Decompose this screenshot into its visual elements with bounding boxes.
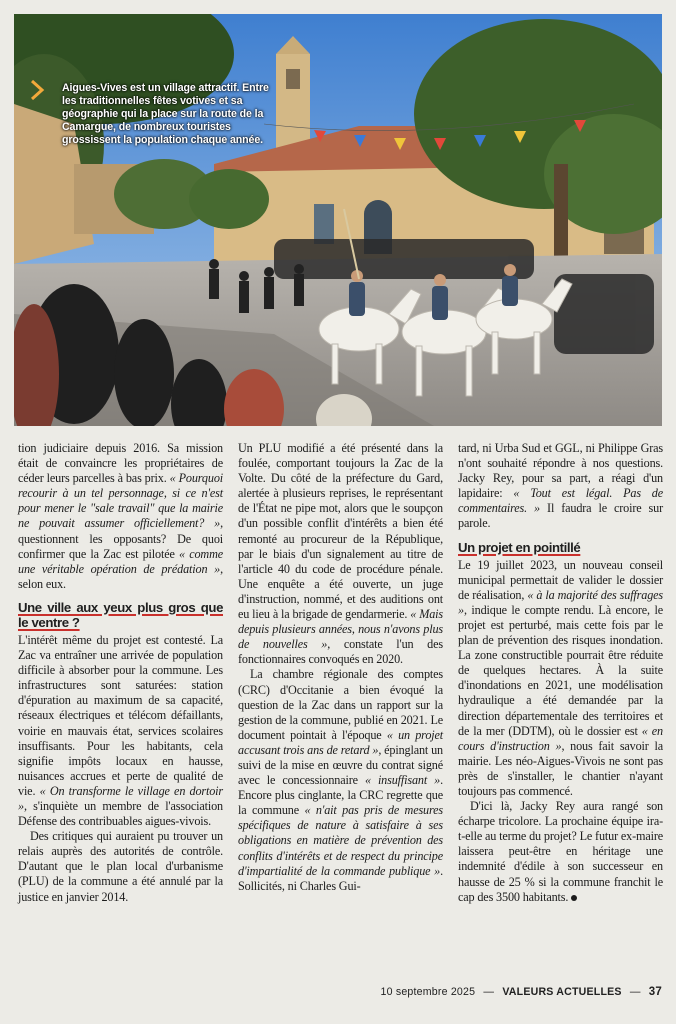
end-of-article-icon [571,895,577,901]
issue-date: 10 septembre 2025 [380,986,476,998]
paragraph: Un PLU modifié a été présenté dans la foulée, comportant toujours la Zac de la Volte. Du côté de la préfecture du Gard, alertée à plusieurs reprises, le représentant de l'État ne pipe mot, alors que le soupçon d'un possible conflit d'intérêts a bien été remonté au procureur de la République, par le biais d'un signalement au titre de l'article 40 du code de procédure pénale. Une enquête a été ouverte, un juge d'instruction, nommé, et des auditions ont eu lieu à la brigade de gendarmerie. « Mais depuis plusieurs années, nous n'avons plus de nouvelles », constate l'un des fonctionnaires convoqués en 2020. [238,441,443,667]
article-photo [14,14,662,426]
caption-arrow-icon [28,78,52,102]
paragraph: tard, ni Urba Sud et GGL, ni Philippe Gras n'ont souhaité répondre à nos questions. Jacky Rey, pour sa part, a réagi d'un lapidaire: « Tout est légal. Pas de commentaires. » Il faudra le croire sur parole. [458,441,664,531]
section-heading: Une ville aux yeux plus gros que le ventre ? [18,599,223,630]
paragraph: Le 19 juillet 2023, un nouveau conseil municipal permettait de valider le dossier de réalisation, « à la majorité des suffrages », indique le compte rendu. Là encore, le projet est perturbé, mais cette fois par le plan de prévention des risques inondation. La zone constructible pourrait être réduite de quelques hectares. À la suite d'inondations en 2021, une modélisation hydraulique a été demandée par la direction départementale des territoires et de la mer (DDTM), où le dossier est « en cours d'instruction », nous fait savoir la mairie. Les néo-Aigues-Vivois ne sont pas près de s'installer, le chantier n'ayant toujours pas commencé. [458,557,663,798]
section-heading: Un projet en pointillé [458,539,581,555]
paragraph: tion judiciaire depuis 2016. Sa mission était de convaincre les propriétaires de céder leurs parcelles à bas prix. « Pourquoi recourir à un tel personnage, si ce n'est pour mener le "sale travail" que la mairie ne pouvait assumer officiellement? », questionnent les opposants? De quoi confirmer que la Zac est pilotée « comme une véritable opération de prédation », selon eux. [18,441,223,591]
paragraph: D'ici là, Jacky Rey aura rangé son écharpe tricolore. La prochaine équipe ira-t-elle au terme du projet? Le futur ex-maire laissera peut-être en héritage une indemnité d'édile à son successeur en hausse de 25 % si la commune franchit le cap des 3500 habitants. [458,799,663,904]
abrivado-photo [14,14,662,426]
article-column-1 [18,441,223,905]
article-column-2 [238,441,443,894]
page-footer [381,986,662,998]
footer-separator: — [629,986,641,998]
article-column-3 [458,441,663,905]
magazine-name: VALEURS ACTUELLES [502,986,622,998]
paragraph: La chambre régionale des comptes (CRC) d'Occitanie a bien évoqué la question de la Zac dans un rapport sur la gestion de la commune, publié en 2021. Le document pointait à l'époque « un projet accusant trois ans de retard », épinglant un suivi de la mise en œuvre du contrat signé avec le concessionnaire « insuffisant ». Encore plus cinglante, la CRC regrette que la commune « n'ait pas pris de mesures spécifiques de nature à satisfaire à ses obligations en matière de prévention des conflits d'intérêts et de respect du principe d'impartialité de la commande publique ». Sollicités, ni Charles Gui- [238,667,443,893]
page-number: 37 [648,986,662,998]
footer-separator: — [483,986,495,998]
photo-caption: Aigues-Vives est un village attractif. Entre les traditionnelles fêtes votives et sa géographie qui la place sur la route de la Camargue, de nombreux touristes grossissent la population chaque année. [62,82,269,146]
paragraph: L'intérêt même du projet est contesté. La Zac va entraîner une arrivée de population difficile à absorber pour la commune. Les infrastructures sont saturées: station d'épuration au maximum de sa capacité, réseaux électriques et télécom défaillants, voirie en mauvais état, services scolaires insuffisants. Pour les habitants, cela signifie impôts locaux en hausse, nuisances accrues et perte de qualité de vie. « On transforme le village en dortoir », s'inquiète un membre de l'association Défense des contribuables aigues-vivois. [18,632,224,829]
paragraph: Des critiques qui auraient pu trouver un relais auprès des autorités de contrôle. D'autant que le plan local d'urbanisme (PLU) de la commune a été annulé par la justice en janvier 2014. [18,829,223,904]
